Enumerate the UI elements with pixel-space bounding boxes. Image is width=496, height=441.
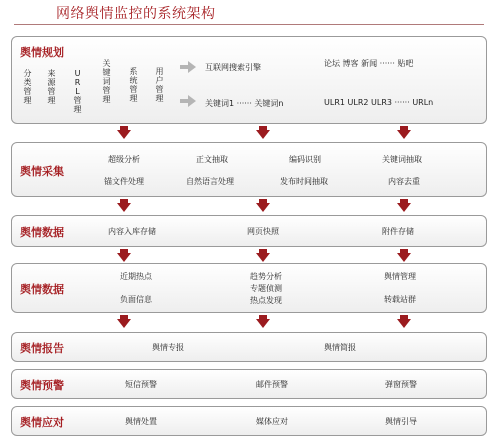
planning-title: 舆情规划 [20,46,64,59]
planning-col-url: URL管理 [73,69,82,114]
data-storage-item: 附件存储 [382,227,414,236]
planning-sources: 论坛 博客 新闻 ······ 贴吧 [324,59,414,68]
collect-item: 内容去重 [388,177,420,186]
planning-col-system: 系统管理 [129,67,138,103]
warning-item: 短信预警 [125,380,157,389]
analysis-item: 趋势分析 [250,272,282,281]
warning-item: 邮件预警 [256,380,288,389]
data-storage-item: 网页快照 [247,227,279,236]
analysis-item: 舆情管理 [384,272,416,281]
down-arrow-icon [256,126,270,139]
panel-planning [11,36,487,124]
analysis-item: 负面信息 [120,295,152,304]
title-divider [14,24,484,25]
warning-item: 弹窗预警 [385,380,417,389]
panel-response [11,406,487,436]
down-arrow-icon [256,315,270,328]
collect-item: 超级分析 [108,155,140,164]
down-arrow-icon [397,249,411,262]
down-arrow-icon [397,315,411,328]
right-arrow-icon [180,95,196,107]
panel-collect [11,142,487,197]
right-arrow-icon [180,61,196,73]
analysis-item: 专题侦测 [250,284,282,293]
planning-urls: ULR1 ULR2 ULR3 ······ URLn [324,98,434,107]
down-arrow-icon [117,199,131,212]
analysis-item: 转载站群 [384,295,416,304]
panel-data-analysis [11,263,487,313]
analysis-item: 热点发现 [250,296,282,305]
planning-col-category: 分类管理 [23,69,32,105]
down-arrow-icon [256,199,270,212]
planning-engine: 互联网搜索引擎 [205,63,261,72]
response-item: 舆情处置 [125,417,157,426]
planning-col-source: 来源管理 [47,69,56,105]
page-title: 网络舆情监控的系统架构 [56,6,216,22]
collect-title: 舆情采集 [20,165,64,178]
panel-warning [11,369,487,399]
down-arrow-icon [256,249,270,262]
collect-item: 关键词抽取 [382,155,422,164]
response-title: 舆情应对 [20,416,64,429]
data-storage-title: 舆情数据 [20,226,64,239]
response-item: 舆情引导 [385,417,417,426]
panel-data-storage [11,215,487,247]
report-item: 舆情简报 [324,343,356,352]
down-arrow-icon [397,199,411,212]
down-arrow-icon [117,126,131,139]
data-storage-item: 内容入库存储 [108,227,156,236]
planning-col-user: 用户管理 [155,67,164,103]
response-item: 媒体应对 [256,417,288,426]
collect-item: 编码识别 [289,155,321,164]
planning-keywords: 关键词1 ······ 关键词n [205,99,284,108]
report-title: 舆情报告 [20,342,64,355]
data-analysis-title: 舆情数据 [20,283,64,296]
collect-item: 锚文件处理 [104,177,144,186]
collect-item: 正文抽取 [196,155,228,164]
down-arrow-icon [117,249,131,262]
panel-report [11,332,487,362]
analysis-item: 近期热点 [120,272,152,281]
down-arrow-icon [117,315,131,328]
collect-item: 自然语言处理 [186,177,234,186]
report-item: 舆情专报 [152,343,184,352]
down-arrow-icon [397,126,411,139]
planning-col-keyword: 关键词管理 [102,59,111,104]
collect-item: 发布时间抽取 [280,177,328,186]
warning-title: 舆情预警 [20,379,64,392]
